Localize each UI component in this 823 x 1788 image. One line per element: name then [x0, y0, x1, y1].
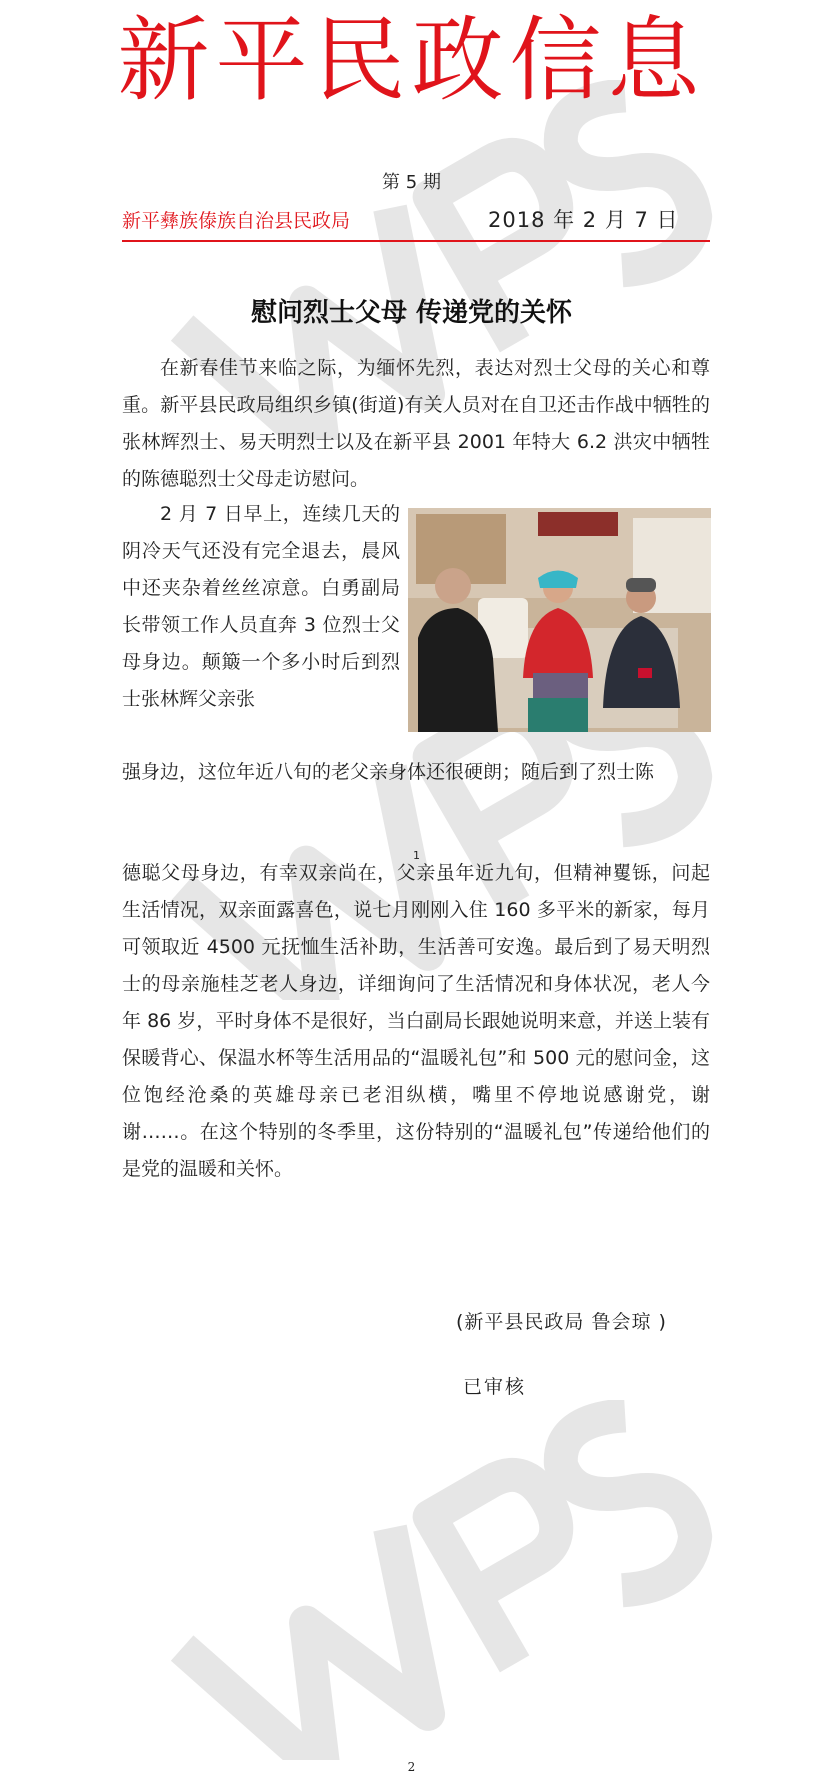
publisher-name: 新平彝族傣族自治县民政局: [122, 210, 351, 232]
visit-photo: [408, 508, 711, 732]
watermark-logo-bottom: [120, 1400, 720, 1760]
review-status: 已审核: [463, 1376, 527, 1398]
publication-date: 2018 年 2 月 7 日: [488, 208, 679, 232]
article-paragraph-1: 在新春佳节来临之际，为缅怀先烈，表达对烈士父母的关心和尊重。新平县民政局组织乡镇(街道)有关人员对在自卫还击作战中牺牲的张林辉烈士、易天明烈士以及在新平县 2001 年特大 6.2 洪灾中牺牲的陈德聪烈士父母走访慰问。: [122, 357, 710, 490]
article-paragraph-3: 德聪父母身边，有幸双亲尚在，父亲虽年近九旬，但精神矍铄，问起生活情况，双亲面露喜色，说七月刚刚入住 160 多平米的新家，每月可领取近 4500 元抚恤生活补助，生活善可安逸。最后到了易天明烈士的母亲施桂芝老人身边，详细询问了生活情况和身体状况，老人今年 86 岁，平时身体不是很好，当白副局长跟她说明来意，并送上装有保暖背心、保温水杯等生活用品的“温暖礼包”和 500 元的慰问金，这位饱经沧桑的英雄母亲已老泪纵横，嘴里不停地说感谢党，谢谢……。在这个特别的冬季里，这份特别的“温暖礼包”传递给他们的是党的温暖和关怀。: [122, 862, 710, 1180]
article-paragraph-2-continued: 强身边，这位年近八旬的老父亲身体还很硬朗；随后到了烈士陈: [122, 761, 655, 783]
issue-number: 第 5 期: [382, 172, 441, 193]
author-signature: (新平县民政局 鲁会琼 ): [456, 1311, 667, 1333]
header-divider: [122, 240, 710, 242]
page-number: 2: [407, 1760, 416, 1774]
article-title: 慰问烈士父母 传递党的关怀: [250, 298, 573, 328]
masthead-title: 新平民政信息: [117, 7, 706, 114]
footnote-marker: 1: [413, 849, 420, 862]
article-paragraph-2: 2 月 7 日早上，连续几天的阴冷天气还没有完全退去，晨风中还夹杂着丝丝凉意。白勇副局长带领工作人员直奔 3 位烈士父母身边。颠簸一个多小时后到烈士张林辉父亲张: [122, 503, 400, 710]
